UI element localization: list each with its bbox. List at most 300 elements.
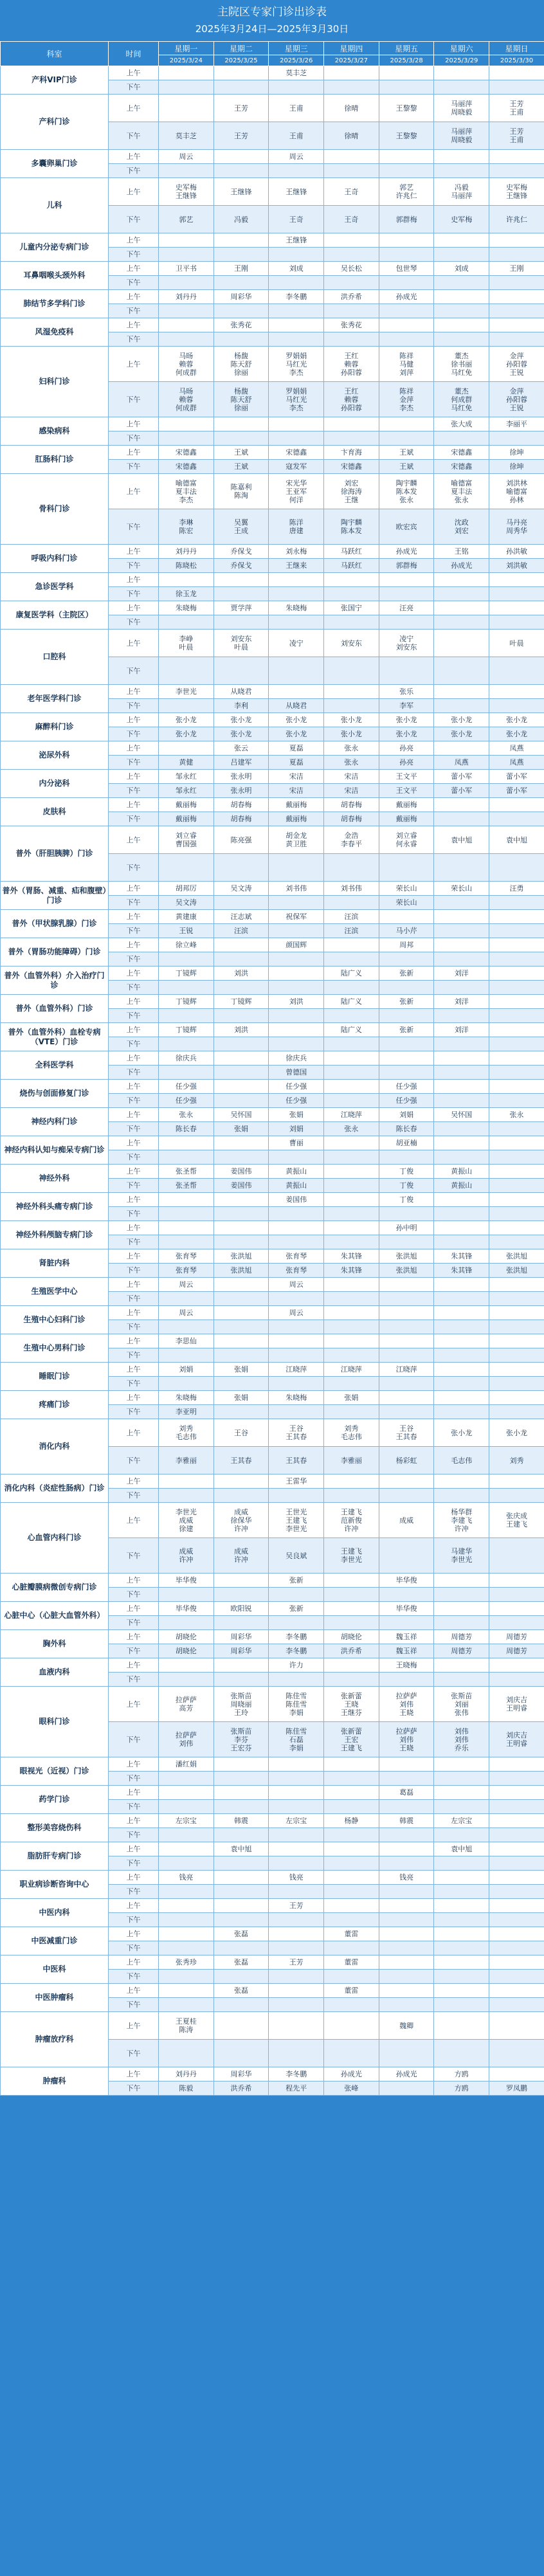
doctor-cell [379,332,434,347]
doctor-cell [213,938,269,952]
doctor-cell [489,347,544,382]
doctor-cell [269,382,324,417]
doctor-cell [324,1136,379,1150]
doctor-cell [379,2040,434,2067]
doctor-cell [489,1348,544,1363]
doctor-name: 周晓毅 [451,136,473,144]
doctor-cell [269,1489,324,1503]
doctor-cell [159,1292,214,1306]
doctor-cell [379,573,434,587]
schedule-row [1,1899,544,1913]
doctor-cell: 王继锋 [269,178,324,206]
doctor-cell: 汪亮 [379,601,434,615]
schedule-row [1,1658,544,1673]
doctor-cell [434,1503,489,1538]
doctor-cell: 张小龙 [324,713,379,727]
doctor-name: 王锐 [509,403,524,412]
doctor-name: 王继锋 [505,192,527,200]
doctor-cell: 刘娟 [379,1108,434,1122]
pm-label: 下午 [109,1856,159,1871]
doctor-cell [324,1080,379,1094]
doctor-cell [324,474,379,509]
doctor-cell: 刘洋 [434,995,489,1009]
doctor-name: 宋光华 [286,478,307,487]
doctor-name: 马红免 [451,368,473,377]
doctor-cell: 周德芳 [489,1644,544,1658]
pm-label: 下午 [109,1150,159,1165]
doctor-cell [159,382,214,417]
pm-label: 下午 [109,559,159,573]
am-label: 上午 [109,1757,159,1772]
doctor-name: 高芳 [179,1704,194,1712]
doctor-cell: 蕾小军 [489,770,544,784]
doctor-name: 杨馥 [234,351,249,360]
doctor-name: 陈天舒 [230,359,252,368]
am-label: 上午 [109,1574,159,1588]
doctor-cell: 刘洋 [434,1023,489,1037]
doctor-cell: 吴怀国 [213,1108,269,1122]
pm-label: 下午 [109,248,159,262]
doctor-cell: 张小龙 [434,727,489,741]
doctor-cell: 方鸥 [434,2067,489,2082]
schedule-row [1,882,544,896]
doctor-cell: 徐立峰 [159,938,214,952]
doctor-cell: 任少强 [269,1094,324,1108]
doctor-cell: 朱其锋 [324,1249,379,1264]
doctor-cell [269,1842,324,1856]
am-label: 上午 [109,910,159,924]
doctor-cell [489,178,544,206]
doctor-cell: 宋德鑫 [324,460,379,474]
doctor-cell: 刘丹丹 [159,290,214,304]
doctor-name: 金萍 [399,395,414,404]
doctor-name: 张永 [399,495,414,504]
doctor-cell: 任少强 [379,1080,434,1094]
dept-name: 心脏瓣膜病微创专病门诊 [1,1574,109,1602]
doctor-cell: 王继锋 [213,178,269,206]
doctor-cell [379,1856,434,1871]
doctor-cell: 张育琴 [159,1249,214,1264]
doctor-cell [213,1094,269,1108]
doctor-cell [489,1772,544,1786]
doctor-cell: 孙亮 [379,741,434,756]
doctor-name: 胡金龙 [286,831,307,840]
am-label: 上午 [109,545,159,559]
doctor-cell: 夏磊 [269,741,324,756]
doctor-cell [489,854,544,882]
doctor-cell [434,573,489,587]
doctor-cell: 董雷 [324,1984,379,1998]
doctor-cell: 王奇 [324,206,379,233]
doctor-cell: 王谷 [213,1419,269,1447]
doctor-cell [269,1320,324,1334]
doctor-name: 李娟 [289,1708,304,1717]
doctor-cell: 钱亮 [159,1871,214,1885]
doctor-cell: 周德芳 [434,1630,489,1644]
schedule-row [1,474,544,509]
doctor-cell [434,1136,489,1150]
doctor-cell: 张小龙 [269,727,324,741]
doctor-name: 金萍 [509,386,524,395]
doctor-name: 曹国强 [175,840,197,848]
schedule-row [1,1278,544,1292]
doctor-name: 赖蓉 [344,395,359,404]
doctor-name: 夏丰法 [451,487,473,496]
doctor-name: 陈洋 [289,518,304,527]
doctor-cell [269,509,324,545]
doctor-cell: 王晓梅 [379,1658,434,1673]
doctor-cell [269,417,324,431]
doctor-cell [269,1334,324,1348]
doctor-name: 马丽萍 [451,192,473,200]
schedule-row [1,178,544,206]
doctor-cell [379,1842,434,1856]
doctor-cell [434,1278,489,1292]
doctor-cell: 孙成光 [379,545,434,559]
dept-name: 产科门诊 [1,95,109,150]
page-header [0,0,544,41]
doctor-cell: 刘娟 [159,1363,214,1377]
doctor-name: 王亚军 [286,487,307,496]
doctor-cell: 孙洪敏 [489,545,544,559]
doctor-cell: 丁镜辉 [159,995,214,1009]
doctor-cell [269,1235,324,1249]
doctor-cell [489,1136,544,1150]
doctor-cell: 胡春梅 [213,798,269,812]
dept-name: 生殖中心男科门诊 [1,1334,109,1363]
doctor-name: 周晓丽 [230,1700,252,1709]
doctor-cell [489,290,544,304]
doctor-cell [159,1899,214,1913]
doctor-cell [159,276,214,290]
pm-label: 下午 [109,1800,159,1814]
schedule-row [1,770,544,784]
doctor-cell: 刘洪 [213,1023,269,1037]
schedule-row [1,1363,544,1377]
doctor-cell: 刘安东 [324,630,379,657]
doctor-cell [434,1941,489,1955]
doctor-name: 王谷 [399,1424,414,1433]
doctor-cell [489,1037,544,1051]
doctor-cell: 黄振山 [269,1165,324,1179]
doctor-name: 陈天舒 [230,395,252,404]
doctor-name: 王建飞 [340,1743,362,1752]
doctor-name: 陈本发 [340,527,362,535]
doctor-cell [489,66,544,80]
doctor-cell [324,1292,379,1306]
doctor-cell [489,1122,544,1136]
doctor-name: 马红免 [451,403,473,412]
doctor-cell [379,1474,434,1489]
doctor-cell: 黄建康 [159,910,214,924]
doctor-cell [379,1278,434,1292]
doctor-cell [269,431,324,446]
doctor-cell [159,95,214,122]
doctor-cell [434,981,489,995]
doctor-name: 史军梅 [175,183,197,192]
doctor-cell [379,150,434,164]
doctor-cell: 李利 [213,699,269,713]
doctor-cell [324,1722,379,1757]
doctor-cell [434,1122,489,1136]
doctor-cell: 吴文涛 [159,896,214,910]
doctor-cell [434,1235,489,1249]
day-header: 星期日 [489,42,544,55]
doctor-cell [213,1136,269,1150]
doctor-cell [269,1913,324,1927]
doctor-cell [489,1722,544,1757]
dept-name: 眼科门诊 [1,1687,109,1757]
doctor-cell [269,1856,324,1871]
am-label: 上午 [109,1108,159,1122]
dept-name: 普外（甲状腺乳腺）门诊 [1,910,109,938]
doctor-cell [159,952,214,966]
doctor-cell: 韩震 [379,1814,434,1828]
pm-label: 下午 [109,332,159,347]
doctor-name: 金萍 [509,351,524,360]
doctor-name: 成威 [234,1507,249,1516]
doctor-cell: 王刚 [213,262,269,276]
doctor-cell [159,1722,214,1757]
doctor-cell [213,1757,269,1772]
doctor-cell: 黄振山 [434,1165,489,1179]
doctor-cell [379,1292,434,1306]
dept-name: 肾脏内科 [1,1249,109,1278]
doctor-cell [434,1405,489,1419]
doctor-name: 何成群 [175,368,197,377]
doctor-cell [213,981,269,995]
schedule-row [1,1927,544,1941]
doctor-name: 李芬 [234,1735,249,1744]
doctor-cell [213,164,269,178]
doctor-cell [159,1970,214,1984]
doctor-cell: 李军 [379,699,434,713]
doctor-name: 何永睿 [395,840,417,848]
doctor-cell [434,233,489,248]
doctor-cell: 戴丽梅 [269,812,324,826]
doctor-cell [269,2012,324,2040]
doctor-cell [213,615,269,630]
doctor-cell: 宋德鑫 [434,460,489,474]
doctor-name: 徐保华 [230,1516,252,1525]
dept-name: 神经外科颅脑专病门诊 [1,1221,109,1249]
schedule-row [1,2012,544,2040]
doctor-cell [213,1235,269,1249]
doctor-cell [489,952,544,966]
doctor-cell: 吴怀国 [434,1108,489,1122]
doctor-cell: 任少强 [159,1080,214,1094]
dept-name: 中医科 [1,1955,109,1984]
doctor-cell: 马小芹 [379,924,434,938]
doctor-cell [434,1913,489,1927]
date-header: 2025/3/29 [434,55,489,66]
doctor-cell [379,1970,434,1984]
doctor-cell: 徐坤 [489,446,544,460]
am-label: 上午 [109,1687,159,1722]
doctor-name: 董杰 [454,351,469,360]
schedule-row [1,150,544,164]
doctor-name: 金浩 [344,831,359,840]
doctor-cell [379,1051,434,1066]
doctor-cell: 张洪旭 [379,1264,434,1278]
doctor-name: 陈佳雪 [286,1700,307,1709]
doctor-cell [324,1334,379,1348]
page-subtitle: 2025年3月24日—2025年3月30日 [195,23,349,35]
doctor-cell: 周德芳 [489,1630,544,1644]
doctor-cell [489,95,544,122]
doctor-cell [213,1405,269,1419]
am-label: 上午 [109,685,159,699]
doctor-cell [489,318,544,332]
doctor-cell [159,1235,214,1249]
doctor-cell [159,417,214,431]
doctor-cell: 董雷 [324,1927,379,1941]
schedule-row [1,290,544,304]
doctor-name: 刘宏 [454,527,469,535]
schedule-row [1,1080,544,1094]
doctor-cell: 曾德国 [269,1066,324,1080]
am-label: 上午 [109,347,159,382]
doctor-cell [324,657,379,685]
doctor-cell [489,1066,544,1080]
doctor-name: 郭艺 [399,183,414,192]
doctor-cell [213,1658,269,1673]
doctor-cell [489,1970,544,1984]
doctor-cell: 王继来 [269,559,324,573]
doctor-cell [213,1080,269,1094]
doctor-cell: 毕华俊 [379,1574,434,1588]
doctor-cell [434,601,489,615]
doctor-cell: 颜国辉 [269,938,324,952]
doctor-cell [213,1334,269,1348]
doctor-cell [379,1673,434,1687]
doctor-cell [489,382,544,417]
pm-label: 下午 [109,1264,159,1278]
doctor-cell [434,1687,489,1722]
doctor-cell [159,347,214,382]
doctor-cell [379,1391,434,1405]
doctor-name: 杨华群 [451,1507,473,1516]
doctor-name: 王建飞 [340,1547,362,1556]
schedule-row [1,1249,544,1264]
doctor-cell [213,1474,269,1489]
pm-label: 下午 [109,952,159,966]
doctor-cell [434,924,489,938]
doctor-cell: 张洪旭 [489,1249,544,1264]
doctor-cell [379,1616,434,1630]
doctor-cell [434,798,489,812]
doctor-cell: 叶晨 [489,630,544,657]
doctor-cell: 毛志伟 [434,1447,489,1474]
doctor-cell: 刘娟 [269,1122,324,1136]
doctor-cell: 张洪旭 [379,1249,434,1264]
doctor-name: 刘宏 [344,478,359,487]
doctor-cell: 张新 [379,1023,434,1037]
doctor-cell [324,615,379,630]
doctor-name: 王继锋 [175,192,197,200]
doctor-cell [269,304,324,318]
doctor-cell: 张小龙 [159,727,214,741]
doctor-cell: 郭群梅 [379,559,434,573]
doctor-cell [159,573,214,587]
doctor-cell [489,1235,544,1249]
doctor-cell [324,1320,379,1334]
doctor-cell: 徐晴 [324,122,379,150]
schedule-row [1,1221,544,1235]
doctor-cell: 王黎黎 [379,122,434,150]
doctor-name: 刘安东 [395,643,417,651]
doctor-cell: 李亚明 [159,1405,214,1419]
doctor-cell [489,1757,544,1772]
doctor-cell [269,1023,324,1037]
dept-name: 生殖中心妇科门诊 [1,1306,109,1334]
doctor-name: 陈淘 [234,491,249,500]
pm-label: 下午 [109,1772,159,1786]
doctor-cell: 周邦 [379,938,434,952]
dept-name: 睡眠门诊 [1,1363,109,1391]
doctor-cell [269,1037,324,1051]
doctor-name: 刘立睿 [395,831,417,840]
doctor-cell [379,1009,434,1023]
dept-name: 职业病诊断咨询中心 [1,1871,109,1899]
pm-label: 下午 [109,1179,159,1193]
doctor-cell: 胡春梅 [324,812,379,826]
doctor-cell [489,966,544,981]
doctor-cell [324,1757,379,1772]
doctor-cell: 袁中旭 [434,826,489,854]
pm-label: 下午 [109,1320,159,1334]
doctor-cell [159,1066,214,1080]
dept-name: 普外（血管外科）介入治疗门诊 [1,966,109,995]
dept-name: 药学门诊 [1,1786,109,1814]
doctor-cell [213,1051,269,1066]
doctor-cell: 洪乔希 [324,1644,379,1658]
day-header: 星期五 [379,42,434,55]
doctor-cell [489,1051,544,1066]
doctor-cell: 黄振山 [269,1179,324,1193]
doctor-name: 陈涛 [179,2026,194,2034]
doctor-cell [489,1616,544,1630]
doctor-cell [489,1856,544,1871]
doctor-cell: 王文平 [379,784,434,798]
doctor-name: 拉萨萨 [395,1727,417,1736]
doctor-name: 王晓 [399,1708,414,1717]
doctor-cell [324,587,379,601]
dept-name: 儿童内分泌专病门诊 [1,233,109,262]
doctor-cell [269,1009,324,1023]
doctor-cell [159,1616,214,1630]
schedule-row [1,1474,544,1489]
doctor-cell [269,1150,324,1165]
doctor-cell [159,1927,214,1941]
pm-label: 下午 [109,431,159,446]
doctor-cell: 周云 [159,1306,214,1320]
doctor-cell: 王锐 [159,924,214,938]
doctor-cell [159,657,214,685]
pm-label: 下午 [109,587,159,601]
doctor-cell [489,1292,544,1306]
doctor-name: 马丽萍 [451,100,473,108]
am-label: 上午 [109,1391,159,1405]
doctor-cell: 杨静 [324,1814,379,1828]
doctor-cell: 王其春 [269,1447,324,1474]
am-label: 上午 [109,573,159,587]
doctor-cell: 朱晓梅 [269,601,324,615]
am-label: 上午 [109,1927,159,1941]
doctor-cell: 卫平书 [159,262,214,276]
doctor-cell: 张永 [324,741,379,756]
doctor-cell [324,1673,379,1687]
